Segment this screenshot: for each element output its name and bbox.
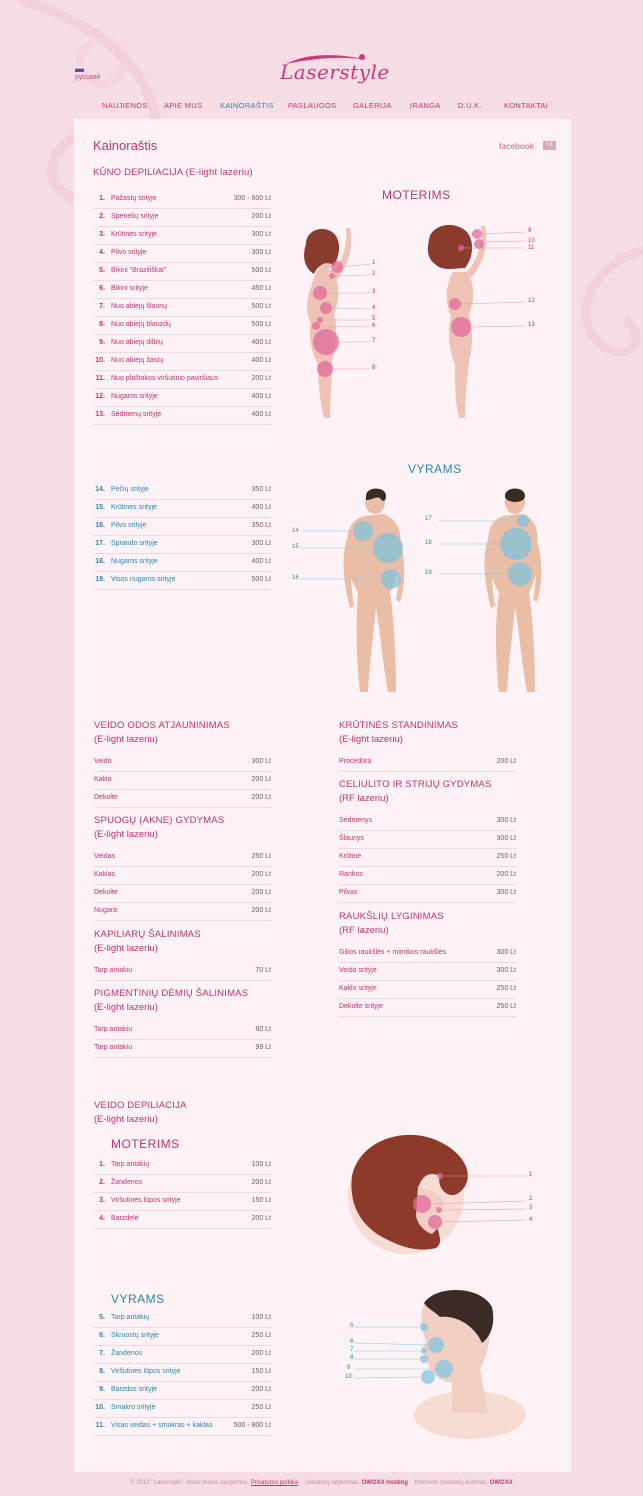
item-label: Veido srityje <box>339 967 377 974</box>
item-label: Tarp antakiu <box>94 1026 133 1033</box>
section-title: VEIDO ODOS ATJAUNINIMAS <box>94 720 230 731</box>
item-number: 9. <box>99 1386 105 1393</box>
item-label: Nuo plaštakos viršutinio paviršiaus <box>111 375 219 382</box>
item-price: 400 Lt <box>251 339 271 346</box>
item-label: Dekolte srityje <box>339 1003 383 1010</box>
diagram-label: 13 <box>528 322 535 328</box>
diagram-label: 1 <box>529 1172 533 1178</box>
hosting-label: Svetainių talpinimas: <box>304 1480 360 1486</box>
price-row <box>94 771 271 790</box>
section-title: PIGMENTINIŲ DĖMIŲ ŠALINIMAS <box>94 988 249 999</box>
price-row <box>339 830 516 849</box>
price-row <box>93 1399 271 1418</box>
diagram-label: 1 <box>372 260 376 266</box>
item-label: Pilvas <box>339 889 358 896</box>
item-number: 11. <box>95 1422 105 1429</box>
item-price: 500 Lt <box>251 303 271 310</box>
diagram-label: 5 <box>372 316 376 322</box>
price-row <box>94 1021 271 1040</box>
price-row <box>93 1381 271 1400</box>
item-price: 300 Lt <box>251 758 271 765</box>
background-swirl-right <box>570 240 643 380</box>
man-face-figure <box>340 1285 540 1445</box>
section-subtitle: (E-light lazeriu) <box>94 1002 158 1013</box>
item-label: Nuo abiejų šlaunų <box>111 303 168 310</box>
item-label: Rankos <box>339 871 363 878</box>
item-price: 200 Lt <box>251 375 271 382</box>
copyright-text: © 2012 "Laserstyle". Visos teisės saugomos. <box>130 1480 250 1486</box>
item-number: 3. <box>99 231 105 238</box>
item-number: 2. <box>99 213 105 220</box>
item-price: 99 Lt <box>255 1044 271 1051</box>
item-price: 250 Lt <box>251 1404 271 1411</box>
face-depilation-subtitle: (E-light lazeriu) <box>94 1114 158 1125</box>
item-label: Procedūra <box>339 758 372 765</box>
price-row <box>93 481 271 500</box>
item-price: 300 Lt <box>496 835 516 842</box>
item-price: 200 Lt <box>251 907 271 914</box>
item-price: 400 Lt <box>251 357 271 364</box>
item-number: 9. <box>99 339 105 346</box>
price-row <box>94 866 271 885</box>
item-price: 300 Lt <box>251 249 271 256</box>
item-price: 500 Lt <box>251 267 271 274</box>
section-title: SPUOGŲ (AKNE) GYDYMAS <box>94 815 225 826</box>
item-number: 3. <box>99 1197 105 1204</box>
nav-item-galerija[interactable]: GALERIJA <box>353 101 392 110</box>
price-row <box>339 962 516 981</box>
item-number: 4. <box>99 1215 105 1222</box>
item-label: Nugaros srityje <box>111 393 158 400</box>
item-label: Veidas <box>94 853 116 860</box>
item-number: 7. <box>99 303 105 310</box>
item-price: 200 Lt <box>251 776 271 783</box>
item-label: Krūtinė <box>339 853 362 860</box>
price-row <box>93 1210 271 1229</box>
item-price: 200 Lt <box>251 213 271 220</box>
face-men-heading: VYRAMS <box>111 1292 165 1306</box>
item-label: Veido <box>94 758 112 765</box>
footer <box>0 1480 643 1486</box>
item-label: Skruostų srityje <box>111 1332 159 1339</box>
section-subtitle: (E-light lazeriu) <box>94 734 158 745</box>
item-price: 300 Lt <box>496 889 516 896</box>
item-price: 100 Lt <box>251 1314 271 1321</box>
diagram-label: 6 <box>350 1339 354 1345</box>
item-label: Tarp antakių <box>111 1161 150 1168</box>
diagram-label: 15 <box>292 544 299 550</box>
item-number: 18. <box>95 558 105 565</box>
price-row <box>93 208 271 227</box>
item-price: 200 Lt <box>251 1350 271 1357</box>
item-price: 500 - 800 Lt <box>233 1422 271 1429</box>
item-price: 250 Lt <box>496 853 516 860</box>
google-plus-button[interactable]: +1 <box>543 141 556 150</box>
diagram-label: 16 <box>292 575 299 581</box>
item-price: 200 Lt <box>251 871 271 878</box>
section-subtitle: (E-light lazeriu) <box>94 829 158 840</box>
price-row <box>93 535 271 554</box>
price-row <box>94 962 271 981</box>
language-switch-russian[interactable] <box>75 67 100 81</box>
item-number: 8. <box>99 1368 105 1375</box>
developer-brand-link[interactable]: OWOXX <box>489 1480 513 1486</box>
item-label: Tarp antakių <box>111 1314 150 1321</box>
item-price: 250 Lt <box>251 1332 271 1339</box>
item-price: 500 Lt <box>251 321 271 328</box>
section-subtitle: (RF lazeriu) <box>339 793 389 804</box>
hosting-brand-link[interactable]: OWOXX hosting <box>361 1480 408 1486</box>
russia-flag-icon <box>75 67 84 72</box>
item-label: Nugaros srityje <box>111 558 158 565</box>
logo-text: Laserstyle <box>280 60 390 84</box>
item-number: 6. <box>99 1332 105 1339</box>
price-row <box>93 388 271 407</box>
item-price: 70 Lt <box>255 967 271 974</box>
man-back-figure <box>425 488 555 698</box>
item-number: 5. <box>99 1314 105 1321</box>
face-women-heading: MOTERIMS <box>111 1137 180 1151</box>
diagram-label: 6 <box>372 323 376 329</box>
price-row <box>93 1156 271 1175</box>
item-price: 200 Lt <box>496 871 516 878</box>
price-row <box>94 1039 271 1058</box>
item-number: 4. <box>99 249 105 256</box>
price-row <box>93 1327 271 1346</box>
item-price: 200 Lt <box>251 794 271 801</box>
page-title: Kainoraštis <box>93 138 158 153</box>
price-row <box>93 499 271 518</box>
item-price: 200 Lt <box>251 1179 271 1186</box>
item-label: Pilvo srityje <box>111 522 147 529</box>
diagram-label: 9 <box>347 1365 351 1371</box>
price-row <box>339 812 516 831</box>
item-label: Barzdelė <box>111 1215 139 1222</box>
diagram-label: 7 <box>372 338 376 344</box>
diagram-label: 10 <box>528 238 535 244</box>
item-price: 200 Lt <box>251 1215 271 1222</box>
item-label: Visos nugaros srityje <box>111 576 176 583</box>
item-price: 300 Lt <box>251 231 271 238</box>
price-row <box>93 244 271 263</box>
nav-item-iranga[interactable]: ĮRANGA <box>410 101 441 110</box>
diagram-label: 8 <box>372 365 376 371</box>
price-row <box>339 848 516 867</box>
section-subtitle: (E-light lazeriu) <box>339 734 403 745</box>
item-number: 19. <box>95 576 105 583</box>
price-row <box>93 352 271 371</box>
price-row <box>339 884 516 903</box>
diagram-label: 18 <box>425 540 432 546</box>
item-label: Nuo abiejų žastų <box>111 357 164 364</box>
item-label: Visas veidas + smakras + kaklas <box>111 1422 213 1429</box>
face-depilation-title: VEIDO DEPILIACIJA <box>94 1100 187 1111</box>
body-depilation-title: KŪNO DEPILIACIJA (E-light lazeriu) <box>93 167 253 178</box>
item-label: Žandenos <box>111 1350 143 1357</box>
item-label: Dekolte <box>94 794 118 801</box>
item-price: 250 Lt <box>496 1003 516 1010</box>
item-label: Kaklas <box>94 871 116 878</box>
price-row <box>93 1174 271 1193</box>
price-row <box>339 866 516 885</box>
diagram-label: 19 <box>425 570 432 576</box>
item-label: Barzdos srityje <box>111 1386 157 1393</box>
item-label: Sėdmenų srityje <box>111 411 162 418</box>
price-row <box>339 980 516 999</box>
item-label: Pečių srityje <box>111 486 149 493</box>
diagram-label: 2 <box>372 271 376 277</box>
diagram-label: 12 <box>528 298 535 304</box>
item-label: Smakro srityje <box>111 1404 156 1411</box>
item-number: 5. <box>99 267 105 274</box>
diagram-label: 3 <box>529 1205 533 1211</box>
item-price: 500 Lt <box>251 576 271 583</box>
price-row <box>93 553 271 572</box>
item-price: 150 Lt <box>251 1368 271 1375</box>
woman-front-figure <box>288 222 398 422</box>
item-number: 10. <box>95 1404 105 1411</box>
item-label: Bikini srityje <box>111 285 148 292</box>
item-label: Sėdmenys <box>339 817 373 824</box>
diagram-label: 5 <box>350 1323 354 1329</box>
section-title: RAUKŠLIŲ LYGINIMAS <box>339 911 444 922</box>
item-number: 13. <box>95 411 105 418</box>
item-label: Pažastų srityje <box>111 195 157 202</box>
item-label: Nuo abiejų dilbių <box>111 339 163 346</box>
men-heading: VYRAMS <box>408 462 462 476</box>
price-row <box>93 406 271 425</box>
price-row <box>94 884 271 903</box>
item-label: Šlaunys <box>339 835 364 842</box>
item-label: Žandenos <box>111 1179 143 1186</box>
item-price: 250 Lt <box>496 985 516 992</box>
item-number: 7. <box>99 1350 105 1357</box>
item-label: Tarp antakiu <box>94 1044 133 1051</box>
item-price: 200 Lt <box>251 1386 271 1393</box>
price-row <box>93 1417 271 1436</box>
diagram-label: 9 <box>528 228 532 234</box>
item-price: 400 Lt <box>251 393 271 400</box>
price-row <box>339 944 516 963</box>
item-number: 1. <box>99 1161 105 1168</box>
price-row <box>93 1345 271 1364</box>
diagram-label: 14 <box>292 528 299 534</box>
item-price: 300 - 600 Lt <box>233 195 271 202</box>
item-label: Nugara <box>94 907 117 914</box>
item-number: 11. <box>95 375 105 382</box>
item-label: Viršutinės lūpos srityje <box>111 1197 181 1204</box>
item-number: 17. <box>95 540 105 547</box>
item-number: 10. <box>95 357 105 364</box>
price-row <box>93 1309 271 1328</box>
woman-face-figure <box>340 1130 540 1270</box>
item-number: 14. <box>95 486 105 493</box>
price-row <box>339 998 516 1017</box>
price-row <box>93 1192 271 1211</box>
nav-item-apie-mus[interactable]: APIE MUS <box>164 101 203 110</box>
item-price: 100 Lt <box>251 1161 271 1168</box>
item-label: Pilvo srityje <box>111 249 147 256</box>
item-label: Gilios raukšlės + mimikos raukšlės <box>339 949 447 956</box>
diagram-label: 3 <box>372 289 376 295</box>
item-price: 300 Lt <box>251 540 271 547</box>
main-navigation <box>0 101 643 113</box>
price-row <box>93 190 271 209</box>
item-label: Viršutinės lūpos srityje <box>111 1368 181 1375</box>
nav-item-kontaktai[interactable]: KONTAKTAI <box>504 101 549 110</box>
item-label: Nuo abiejų blauzdų <box>111 321 171 328</box>
item-number: 1. <box>99 195 105 202</box>
item-label: Bikini "Braziliškai" <box>111 267 167 274</box>
item-price: 450 Lt <box>251 285 271 292</box>
price-row <box>93 262 271 281</box>
item-label: Sprando srityje <box>111 540 158 547</box>
item-price: 250 Lt <box>251 853 271 860</box>
item-price: 350 Lt <box>251 486 271 493</box>
section-title: CELIULITO IR STRIJŲ GYDYMAS <box>339 779 492 790</box>
item-price: 350 Lt <box>251 522 271 529</box>
nav-item-paslaugos[interactable]: PASLAUGOS <box>288 101 337 110</box>
facebook-share-button[interactable]: facebook <box>499 142 535 151</box>
diagram-label: 8 <box>350 1355 354 1361</box>
nav-item-kainorastis[interactable]: KAINORAŠTIS <box>220 101 274 110</box>
price-row <box>93 226 271 245</box>
diagram-label: 10 <box>345 1374 352 1380</box>
price-row <box>93 298 271 317</box>
price-row <box>94 848 271 867</box>
price-row <box>94 753 271 772</box>
item-price: 400 Lt <box>251 504 271 511</box>
diagram-label: 4 <box>372 305 376 311</box>
price-row <box>94 902 271 921</box>
item-label: Kaklo <box>94 776 112 783</box>
price-row <box>93 571 271 590</box>
item-price: 300 Lt <box>496 817 516 824</box>
item-label: Krūtinės srityje <box>111 504 157 511</box>
developer-label: Interneto svetainių kūrimas: <box>414 1480 489 1486</box>
item-number: 12. <box>95 393 105 400</box>
price-row <box>93 280 271 299</box>
site-logo[interactable] <box>280 52 390 88</box>
item-price: 300 Lt <box>496 967 516 974</box>
item-price: 150 Lt <box>251 1197 271 1204</box>
price-row <box>93 370 271 389</box>
item-number: 2. <box>99 1179 105 1186</box>
woman-back-figure <box>425 222 535 422</box>
item-label: Tarp antakiu <box>94 967 133 974</box>
item-price: 200 Lt <box>496 758 516 765</box>
price-row <box>93 517 271 536</box>
price-row <box>94 789 271 808</box>
section-subtitle: (E-light lazeriu) <box>94 943 158 954</box>
price-row <box>93 316 271 335</box>
diagram-label: 7 <box>350 1347 354 1353</box>
item-number: 6. <box>99 285 105 292</box>
privacy-policy-link[interactable]: Privatumo politika <box>250 1480 299 1486</box>
language-label: русский <box>75 74 101 81</box>
item-price: 80 Lt <box>255 1026 271 1033</box>
price-row <box>339 753 516 772</box>
nav-item-duk[interactable]: D.U.K. <box>458 101 482 110</box>
price-row <box>93 1363 271 1382</box>
diagram-label: 2 <box>529 1196 533 1202</box>
diagram-label: 4 <box>529 1217 533 1223</box>
item-price: 300 Lt <box>496 949 516 956</box>
item-label: Spenelių srityje <box>111 213 159 220</box>
item-number: 15. <box>95 504 105 511</box>
price-row <box>93 334 271 353</box>
item-label: Kaklo srityje <box>339 985 377 992</box>
nav-item-naujienos[interactable]: NAUJIENOS <box>102 101 148 110</box>
women-heading: MOTERIMS <box>382 188 451 202</box>
section-subtitle: (RF lazeriu) <box>339 925 389 936</box>
item-price: 200 Lt <box>251 889 271 896</box>
item-number: 8. <box>99 321 105 328</box>
diagram-label: 17 <box>425 516 432 522</box>
item-label: Krūtinės srityje <box>111 231 157 238</box>
item-number: 16. <box>95 522 105 529</box>
man-front-figure <box>290 488 420 698</box>
item-price: 400 Lt <box>251 411 271 418</box>
section-title: KAPILIARŲ ŠALINIMAS <box>94 929 201 940</box>
section-title: KRŪTINĖS STANDINIMAS <box>339 720 458 731</box>
item-label: Dekolte <box>94 889 118 896</box>
diagram-label: 11 <box>528 245 535 251</box>
item-price: 400 Lt <box>251 558 271 565</box>
